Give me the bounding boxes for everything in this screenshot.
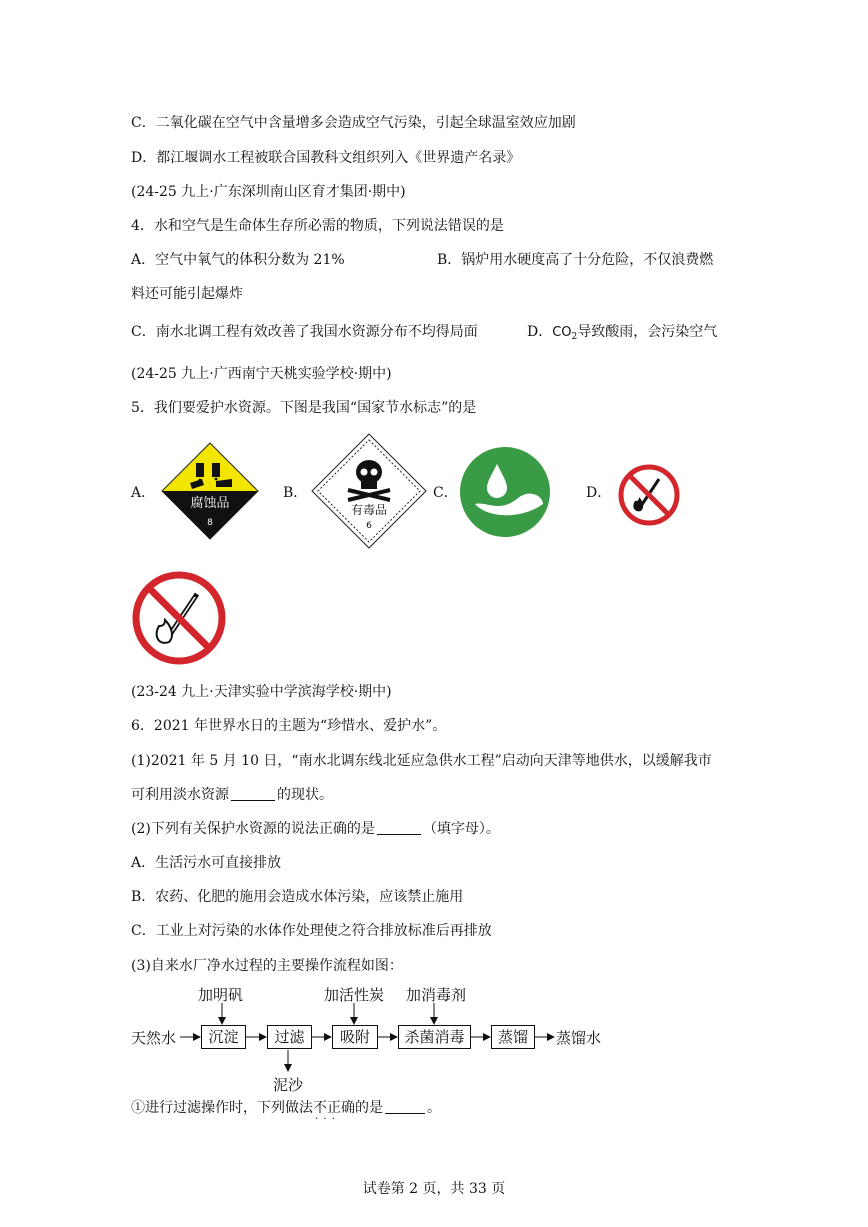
page-footer: 试卷第 2 页，共 33 页: [362, 1181, 506, 1197]
q6-sub1-text-a: ①进行过滤操作时，下列做法: [131, 1100, 313, 1116]
q5-label-d: D．: [586, 485, 612, 501]
toxic-sign-text: 有毒品: [350, 503, 388, 517]
q3-option-d: D．都江堰调水工程被联合国教科文组织列入《世界遗产名录》: [131, 150, 521, 166]
q4-option-d-prefix: D．: [527, 324, 553, 340]
q6-part2-option-c: C．工业上对污染的水体作处理使之符合排放标准后再排放: [131, 923, 492, 939]
flow-input: 天然水: [131, 1029, 177, 1047]
q6-part2-text-b: （填字母）。: [422, 821, 500, 837]
q6-sub1-text-b: 的是: [355, 1100, 383, 1116]
q6-part1: (1)2021 年 5 月 10 日，“南水北调东线北延应急供水工程”启动向天津等地供水，以缓解我市: [131, 753, 712, 769]
q6-part2-text-a: (2)下列有关保护水资源的说法正确的是: [131, 821, 375, 837]
q4-option-b: B．锅炉用水硬度高了十分危险，不仅浪费燃: [437, 252, 714, 268]
q4-source: (24-25 九上·广东深圳南山区育才集团·期中): [131, 184, 406, 200]
flow-waste: 泥沙: [273, 1076, 304, 1094]
q5-label-a: A．: [131, 485, 156, 501]
flow-step-filtration: 过滤: [267, 1025, 312, 1049]
co2-formula: CO: [552, 325, 572, 340]
q6-sub1-text-c: 。: [427, 1100, 441, 1116]
corrosive-sign-text: 腐蚀品: [190, 496, 230, 511]
flow-output: 蒸馏水: [556, 1029, 602, 1047]
co2-subscript: 2: [571, 332, 578, 342]
q4-option-a: A．空气中氧气的体积分数为 21%: [131, 252, 345, 268]
q5-stem: 5．我们要爱护水资源。下图是我国“国家节水标志”的是: [131, 400, 477, 416]
q6-part2-option-a: A．生活污水可直接排放: [131, 855, 282, 871]
q5-source: (24-25 九上·广西南宁天桃实验学校·期中): [131, 366, 392, 382]
q4-option-c: C．南水北调工程有效改善了我国水资源分布不均得局面: [131, 324, 478, 340]
flow-step-disinfection: 杀菌消毒: [398, 1025, 471, 1049]
flow-add-disinfectant: 加消毒剂: [406, 986, 467, 1004]
q3-option-c: C．二氧化碳在空气中含量增多会造成空气污染，引起全球温室效应加剧: [131, 115, 576, 131]
q5-label-b: B．: [283, 485, 308, 501]
answer-blank-3[interactable]: [385, 1099, 425, 1114]
flow-add-alum: 加明矾: [198, 986, 244, 1004]
q6-sub1-emphasis: 不正确 · · ·: [313, 1099, 355, 1117]
corrosive-sign-num: 8: [207, 518, 213, 528]
q6-stem: 6．2021 年世界水日的主题为“珍惜水、爱护水”。: [131, 718, 447, 734]
q4-stem: 4．水和空气是生命体生存所必需的物质，下列说法错误的是: [131, 218, 504, 234]
q6-part2-option-b: B．农药、化肥的施用会造成水体污染，应该禁止施用: [131, 889, 464, 905]
flow-step-adsorption: 吸附: [332, 1025, 378, 1049]
flow-step-distillation: 蒸馏: [491, 1025, 535, 1049]
q4-option-b-cont: 料还可能引起爆炸: [131, 286, 243, 302]
q6-part1-text-b: 的现状。: [277, 787, 333, 803]
q6-sub1: [131, 1099, 441, 1117]
q4-option-d-text: 导致酸雨，会污染空气: [577, 324, 718, 340]
q6-part1-text-a: 可利用淡水资源: [131, 787, 229, 803]
q5-label-c: C．: [433, 485, 458, 501]
flow-step-sedimentation: 沉淀: [201, 1025, 246, 1049]
flow-add-carbon: 加活性炭: [324, 986, 385, 1004]
q6-source: (23-24 九上·天津实验中学滨海学校·期中): [131, 684, 392, 700]
q6-part3: (3)自来水厂净水过程的主要操作流程如图：: [131, 958, 403, 974]
toxic-sign-num: 6: [366, 521, 372, 531]
